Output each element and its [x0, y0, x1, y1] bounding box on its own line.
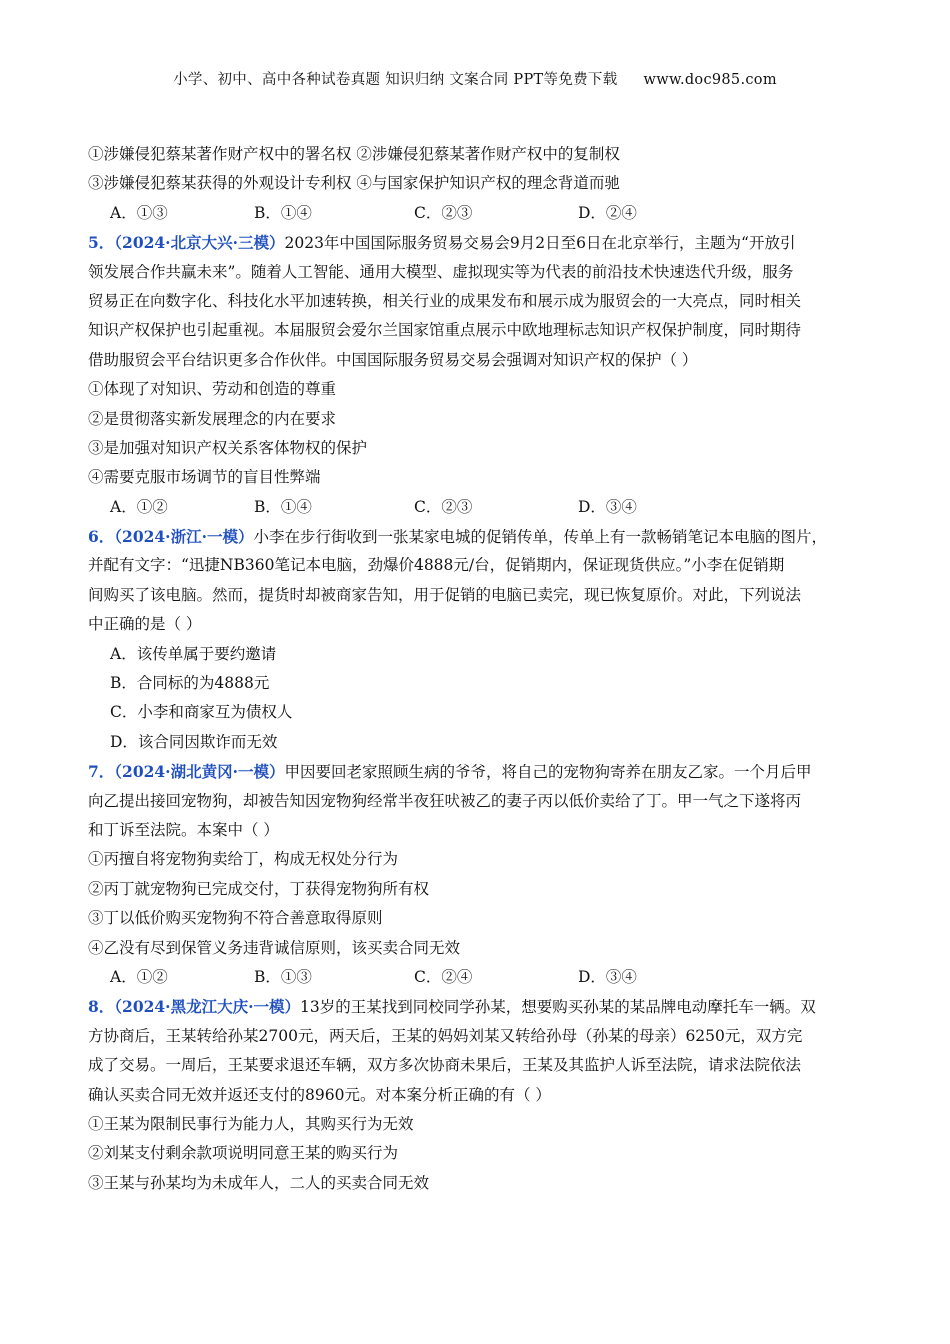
q8-number: 8． [88, 997, 115, 1017]
q7-item: ②丙丁就宠物狗已完成交付，丁获得宠物狗所有权 [88, 879, 430, 898]
q7-item: ④乙没有尽到保管义务违背诚信原则，该买卖合同无效 [88, 938, 461, 957]
q6-choice-a[interactable]: A．该传单属于要约邀请 [110, 644, 277, 663]
q5-choice-a[interactable]: A．①② [110, 497, 168, 516]
q6-stem-line: 间购买了该电脑。然而，提货时却被商家告知，用于促销的电脑已卖完，现已恢复原价。对此，下列说法 [88, 585, 802, 604]
q6-stem-line [88, 522, 868, 551]
q8-item: ①王某为限制民事行为能力人，其购买行为无效 [88, 1114, 414, 1133]
q5-stem-line: 贸易正在向数字化、科技化水平加速转换，相关行业的成果发布和展示成为服贸会的一大亮点，同时相关 [88, 291, 802, 310]
q8-text: 13岁的王某找到同校同学孙某，想要购买孙某的某品牌电动摩托车一辆。双 [299, 998, 816, 1017]
q6-text: 小李在步行街收到一张某家电城的促销传单，传单上有一款畅销笔记本电脑的图片， [253, 528, 827, 547]
q6-source-tag: （2024·浙江·一模） [114, 527, 254, 547]
q7-stem-line [88, 757, 868, 786]
q7-choices [88, 963, 868, 992]
q4-choice-b[interactable]: B．①④ [254, 203, 312, 222]
q7-stem-line: 向乙提出接回宠物狗，却被告知因宠物狗经常半夜狂吠被乙的妻子丙以低价卖给了丁。甲一气之下遂将丙 [88, 791, 802, 810]
q6-number: 6． [88, 527, 115, 547]
q4-choices [88, 199, 868, 228]
q4-choice-c[interactable]: C．②③ [414, 203, 473, 222]
q6-choice-b[interactable]: B．合同标的为4888元 [110, 674, 270, 693]
q6-stem-line: 中正确的是（ ） [88, 615, 202, 634]
q7-choice-c[interactable]: C．②④ [414, 967, 473, 986]
q7-choice-a[interactable]: A．①② [110, 967, 168, 986]
q5-choices [88, 493, 868, 522]
q5-item: ④需要克服市场调节的盲目性弊端 [88, 468, 321, 487]
q7-choice-d[interactable]: D．③④ [578, 967, 637, 986]
q7-stem-line: 和丁诉至法院。本案中（ ） [88, 820, 279, 839]
q6-choice-d[interactable]: D．该合同因欺诈而无效 [110, 732, 278, 751]
q5-stem-line: 领发展合作共赢未来”。随着人工智能、通用大模型、虚拟现实等为代表的前沿技术快速迭代升级，服务 [88, 262, 794, 281]
q8-stem-line: 成了交易。一周后，王某要求退还车辆，双方多次协商未果后，王某及其监护人诉至法院，请求法院依法 [88, 1056, 802, 1075]
q7-text: 甲因要回老家照顾生病的爷爷，将自己的宠物狗寄养在朋友乙家。一个月后甲 [284, 763, 812, 782]
q5-stem-line [88, 228, 868, 257]
q5-item: ①体现了对知识、劳动和创造的尊重 [88, 380, 337, 399]
q7-source-tag: （2024·湖北黄冈·一模） [114, 762, 285, 782]
q6-choice-c[interactable]: C．小李和商家互为债权人 [110, 703, 293, 722]
q7-number: 7． [88, 762, 115, 782]
q5-choice-d[interactable]: D．③④ [578, 497, 637, 516]
q8-stem-line [88, 992, 868, 1021]
q5-item: ②是贯彻落实新发展理念的内在要求 [88, 409, 337, 428]
q4-choice-a[interactable]: A．①③ [110, 203, 168, 222]
q8-item: ②刘某支付剩余款项说明同意王某的购买行为 [88, 1144, 399, 1163]
q5-choice-c[interactable]: C．②③ [414, 497, 473, 516]
q8-stem-line: 方协商后，王某转给孙某2700元，两天后，王某的妈妈刘某又转给孙母（孙某的母亲）6250元，双方完 [88, 1026, 803, 1045]
q6-stem-line: 并配有文字：“迅捷NB360笔记本电脑，劲爆价4888元/台，促销期内，保证现货供应。”小李在促销期 [88, 556, 785, 575]
q5-text: 2023年中国国际服务贸易交易会9月2日至6日在北京举行，主题为“开放引 [284, 234, 796, 253]
header-site-link[interactable]: www.doc985.com [643, 72, 777, 88]
q7-choice-b[interactable]: B．①③ [254, 967, 312, 986]
q5-stem-line: 借助服贸会平台结识更多合作伙伴。中国国际服务贸易交易会强调对知识产权的保护（ ） [88, 350, 698, 369]
q5-choice-b[interactable]: B．①④ [254, 497, 312, 516]
header-text: 小学、初中、高中各种试卷真题 知识归纳 文案合同 PPT等免费下载 [173, 72, 618, 88]
q4-option-line: ③涉嫌侵犯蔡某获得的外观设计专利权 ④与国家保护知识产权的理念背道而驰 [88, 174, 620, 193]
q7-item: ③丁以低价购买宠物狗不符合善意取得原则 [88, 909, 383, 928]
q8-source-tag: （2024·黑龙江大庆·一模） [114, 997, 300, 1017]
q7-item: ①丙擅自将宠物狗卖给丁，构成无权处分行为 [88, 850, 399, 869]
q4-choice-d[interactable]: D．②④ [578, 203, 637, 222]
q8-item: ③王某与孙某均为未成年人，二人的买卖合同无效 [88, 1173, 430, 1192]
q5-stem-line: 知识产权保护也引起重视。本届服贸会爱尔兰国家馆重点展示中欧地理标志知识产权保护制度，同时期待 [88, 321, 802, 340]
document-body [88, 140, 868, 1198]
q8-stem-line: 确认买卖合同无效并返还支付的8960元。对本案分析正确的有（ ） [88, 1085, 551, 1104]
q5-number: 5． [88, 233, 115, 253]
q5-item: ③是加强对知识产权关系客体物权的保护 [88, 438, 368, 457]
page-header [0, 68, 950, 89]
q4-option-line: ①涉嫌侵犯蔡某著作财产权中的署名权 ②涉嫌侵犯蔡某著作财产权中的复制权 [88, 145, 620, 163]
q5-source-tag: （2024·北京大兴·三模） [114, 233, 285, 253]
